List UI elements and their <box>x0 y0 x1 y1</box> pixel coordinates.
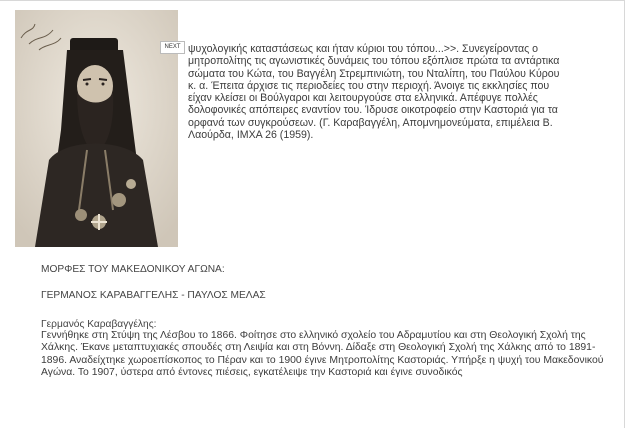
portrait-illustration <box>15 10 178 247</box>
memoir-excerpt-text: ψυχολογικής καταστάσεως και ήταν κύριοι του τόπου...>>. Συνεγείροντας ο μητροπολίτης τις αγωνιστικές δυνάμεις του τόπου εξόπλισε πρώτα τα αντάρτικα σώματα του Κώτα, του Βαγγέλη Στρεμπινιώτη, του Νταλίπη, του Παύλου Κύρου κ. α. Έπειτα άρχισε τις περιοδείες του στην περιοχή. Άνοιγε τις εκκλησίες που είχαν κλείσει οι Βούλγαροι και λειτουργούσε στα ελληνικά. Απέφυγε πολλές δολοφονικές απόπειρες εναντίον του. Ίδρυσε οικοτροφείο στην Καστοριά για τα ορφανά των συγκρούσεων. (Γ. Καραβαγγέλη, Απομνημονεύματα, επιμέλεια Β. Λαούρδα, ΙΜΧΑ 26 (1959). <box>188 43 560 142</box>
frame-border-top <box>0 0 625 1</box>
article-subheading: ΓΕΡΜΑΝΟΣ ΚΑΡΑΒΑΓΓΕΛΗΣ - ΠΑΥΛΟΣ ΜΕΛΑΣ <box>41 290 266 301</box>
article-heading: ΜΟΡΦΕΣ ΤΟΥ ΜΑΚΕΔΟΝΙΚΟΥ ΑΓΩΝΑ: <box>41 264 225 275</box>
frame-border-right <box>624 0 625 428</box>
bishop-portrait-photo <box>15 10 178 247</box>
slideshow-next-button[interactable]: NEXT <box>160 41 185 54</box>
bio-paragraph: Γεννήθηκε στη Στύψη της Λέσβου το 1866. Φοίτησε στο ελληνικό σχολείο του Αδραμυτίου και στη Θεολογική Σχολή της Χάλκης. Έκανε μεταπτυχιακές σπουδές στη Λειψία και στη Βόννη. Δίδαξε στη Θεολογική Σχολή της Χάλκης από το 1891-1896. Αναδείχτηκε χωροεπίσκοπος το Πέραν και το 1900 έγινε Μητροπολίτης Καστοριάς. Υπήρξε η ψυχή του Μακεδονικού Αγώνα. Το 1907, ύστερα από έντονες πιέσεις, εγκατέλειψε την Καστοριά και έγινε συνοδικός <box>41 330 604 378</box>
bio-name-label: Γερμανός Καραβαγγέλης: <box>41 319 157 330</box>
